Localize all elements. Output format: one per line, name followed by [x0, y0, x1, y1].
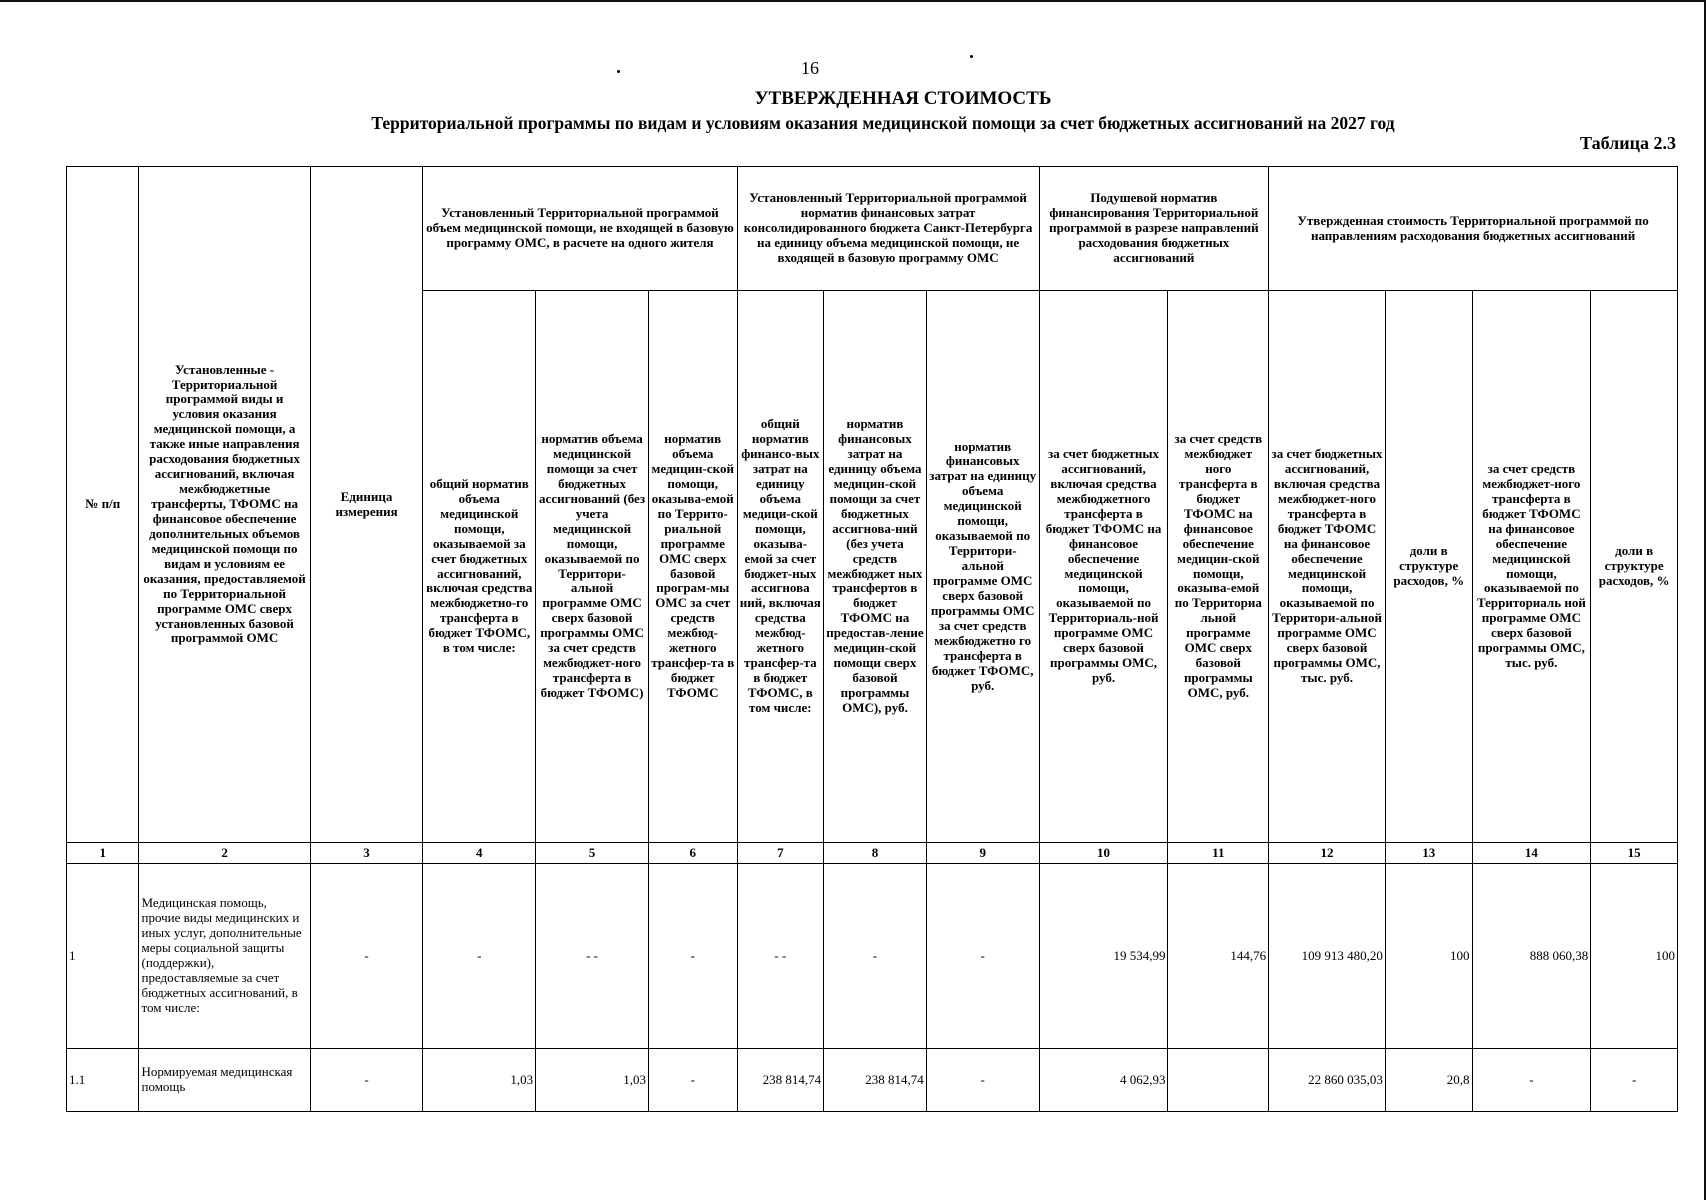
header-col-5: норматив объема медицинской помощи за счет бюджетных ассигнований (без учета медицинской помощи, оказываемой по Территори-альной программе ОМС сверх базовой программы ОМС за счет средств межбюджет-ного трансферта в бюджет ТФОМС)	[536, 291, 649, 843]
header-col-unit: Единица измерения	[310, 167, 423, 843]
column-number: 12	[1269, 843, 1386, 864]
cell-c4: 1,03	[423, 1049, 536, 1112]
column-number: 13	[1385, 843, 1472, 864]
column-number: 7	[737, 843, 824, 864]
cell-c5: - -	[536, 864, 649, 1049]
header-col-7: общий норматив финансо-вых затрат на единицу объема медици-ской помощи, оказыва-емой за счет бюджет-ных ассигнова ний, включая средства межбюд-жетного трансфер-та в бюджет ТФОМС, в том числе:	[737, 291, 824, 843]
cell-c13: 100	[1385, 864, 1472, 1049]
document-subtitle: Территориальной программы по видам и условиям оказания медицинской помощи за счет бюджетных ассигнований на 2027 год	[371, 113, 1395, 133]
header-col-type: Установленные - Территориальной программой виды и условия оказания медицинской помощи, а также иные направления расходования бюджетных ассигнований, включая межбюджетные трансферты, ТФОМС на финансовое обеспечение дополнительных объемов медицинской помощи по видам и условиям ее оказания, предоставляемой по Территориальной программе ОМС сверх установленных базовой программой ОМС	[139, 167, 310, 843]
row-name: Медицинская помощь, прочие виды медицинских и иных услуг, дополнительные меры социальной защиты (поддержки), предоставляемые за счет бюджетных ассигнований, в том числе:	[139, 864, 310, 1049]
column-number: 3	[310, 843, 423, 864]
row-unit: -	[310, 1049, 423, 1112]
column-number: 5	[536, 843, 649, 864]
column-number: 9	[926, 843, 1039, 864]
header-col-11: за счет средств межбюджет ного трансферта в бюджет ТФОМС на финансовое обеспечение медицин-ской помощи, оказыва-емой по Территориа льной программе ОМС сверх базовой программы ОМС, руб.	[1168, 291, 1269, 843]
column-number: 1	[67, 843, 139, 864]
scan-border-top	[0, 0, 1706, 2]
cell-c5: 1,03	[536, 1049, 649, 1112]
column-number: 15	[1591, 843, 1678, 864]
row-unit: -	[310, 864, 423, 1049]
page-number: 16	[801, 58, 819, 78]
column-number: 6	[648, 843, 737, 864]
header-col-13: доли в структуре расходов, %	[1385, 291, 1472, 843]
header-group-percapita: Подушевой норматив финансирования Территориальной программой в разрезе направлений расходования бюджетных ассигнований	[1039, 167, 1269, 291]
scan-speck	[617, 70, 620, 73]
column-number: 4	[423, 843, 536, 864]
cell-c14: -	[1472, 1049, 1591, 1112]
row-name: Нормируемая медицинская помощь	[139, 1049, 310, 1112]
cell-c6: -	[648, 864, 737, 1049]
column-number: 10	[1039, 843, 1168, 864]
header-col-15: доли в структуре расходов, %	[1591, 291, 1678, 843]
cell-c15: 100	[1591, 864, 1678, 1049]
column-number: 14	[1472, 843, 1591, 864]
cell-c14: 888 060,38	[1472, 864, 1591, 1049]
cell-c4: -	[423, 864, 536, 1049]
cell-c9: -	[926, 864, 1039, 1049]
header-col-9: норматив финансовых затрат на единицу объема медицинской помощи, оказываемой по Территори-альной программе ОМС сверх базовой программы ОМС за счет средств межбюджетно го трансферта в бюджет ТФОМС, руб.	[926, 291, 1039, 843]
cell-c8: 238 814,74	[824, 1049, 927, 1112]
cell-c11	[1168, 1049, 1269, 1112]
table-row	[67, 864, 1678, 1049]
header-group-cost: Установленный Территориальной программой норматив финансовых затрат консолидированного бюджета Санкт-Петербурга на единицу объема медицинской помощи, не входящей в базовую программу ОМС	[737, 167, 1039, 291]
header-col-6: норматив объема медицин-ской помощи, оказыва-емой по Террито-риальной программе ОМС сверх базовой програм-мы ОМС за счет средств межбюд-жетного трансфер-та в бюджет ТФОМС	[648, 291, 737, 843]
cell-c7: - -	[737, 864, 824, 1049]
cost-table	[66, 166, 1678, 1112]
cell-c6: -	[648, 1049, 737, 1112]
cell-c12: 22 860 035,03	[1269, 1049, 1386, 1112]
column-number: 8	[824, 843, 927, 864]
column-number-row	[67, 843, 1678, 864]
row-number: 1	[67, 864, 139, 1049]
row-number: 1.1	[67, 1049, 139, 1112]
cell-c11: 144,76	[1168, 864, 1269, 1049]
cell-c15: -	[1591, 1049, 1678, 1112]
header-col-number: № п/п	[67, 167, 139, 843]
cell-c12: 109 913 480,20	[1269, 864, 1386, 1049]
header-col-12: за счет бюджетных ассигнований, включая средства межбюджет-ного трансферта в бюджет ТФОМС на финансовое обеспечение медицинской помощи, оказываемой по Территори-альной программе ОМС сверх базовой программы ОМС, тыс. руб.	[1269, 291, 1386, 843]
header-col-14: за счет средств межбюджет-ного трансферта в бюджет ТФОМС на финансовое обеспечение медицинской помощи, оказываемой по Территориаль ной программе ОМС сверх базовой программы ОМС, тыс. руб.	[1472, 291, 1591, 843]
cell-c13: 20,8	[1385, 1049, 1472, 1112]
document-title: УТВЕРЖДЕННАЯ СТОИМОСТЬ	[754, 88, 1052, 109]
header-col-10: за счет бюджетных ассигнований, включая средства межбюджетного трансферта в бюджет ТФОМС на финансовое обеспечение медицинской помощи, оказываемой по Территориаль-ной программе ОМС сверх базовой программы ОМС, руб.	[1039, 291, 1168, 843]
header-group-volume: Установленный Территориальной программой объем медицинской помощи, не входящей в базовую программу ОМС, в расчете на одного жителя	[423, 167, 737, 291]
table-label: Таблица 2.3	[1580, 133, 1676, 153]
cell-c10: 4 062,93	[1039, 1049, 1168, 1112]
cell-c10: 19 534,99	[1039, 864, 1168, 1049]
column-number: 11	[1168, 843, 1269, 864]
column-number: 2	[139, 843, 310, 864]
scan-speck	[970, 55, 973, 58]
table-row	[67, 1049, 1678, 1112]
header-col-4: общий норматив объема медицинской помощи, оказываемой за счет бюджетных ассигнований, включая средства межбюджетно-го трансферта в бюджет ТФОМС, в том числе:	[423, 291, 536, 843]
header-group-approved: Утвержденная стоимость Территориальной программой по направлениям расходования бюджетных ассигнований	[1269, 167, 1678, 291]
cell-c8: -	[824, 864, 927, 1049]
cell-c9: -	[926, 1049, 1039, 1112]
header-col-8: норматив финансовых затрат на единицу объема медицин-ской помощи за счет бюджетных ассигнова-ний (без учета средств межбюджет ных трансфертов в бюджет ТФОМС на предостав-ление медицин-ской помощи сверх базовой программы ОМС), руб.	[824, 291, 927, 843]
cell-c7: 238 814,74	[737, 1049, 824, 1112]
